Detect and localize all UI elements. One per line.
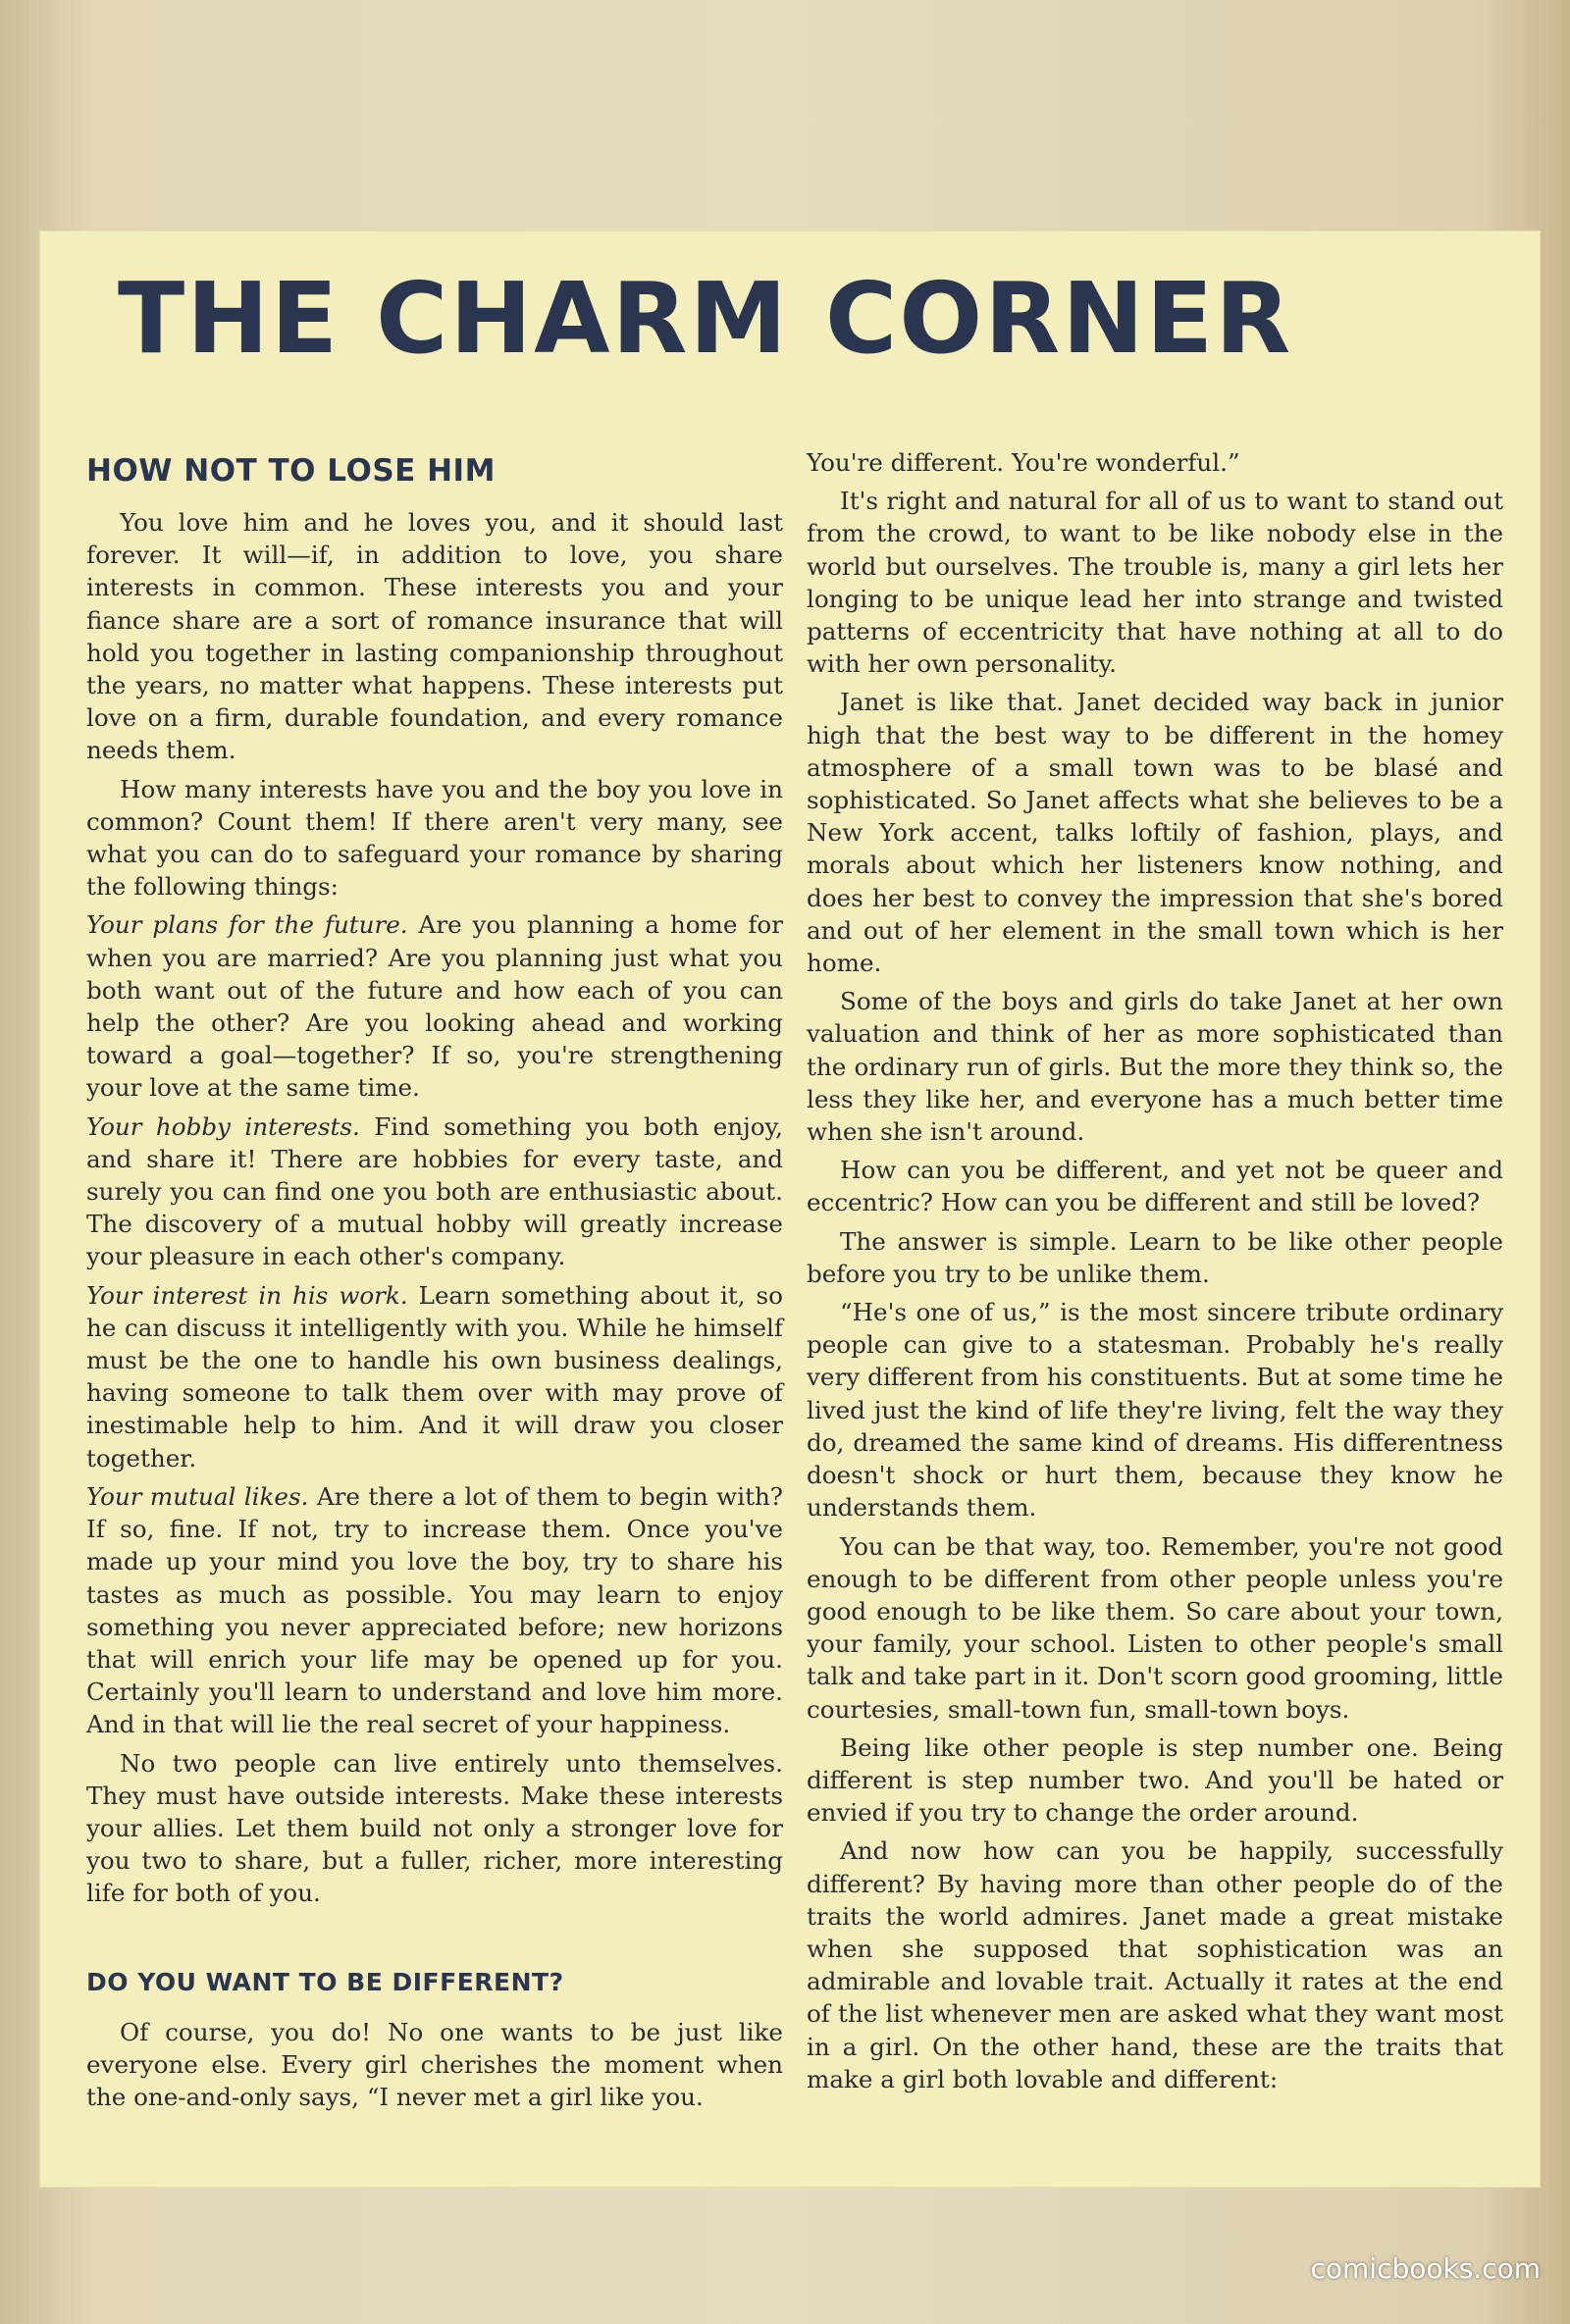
paragraph: Janet is like that. Janet decided way back in junior high that the best way to be different in the homey atmosphere of a small town was to be blasé and sophisticated. So Janet affects what she believes to be a New York accent, talks loftily of fashion, plays, and morals about which her listeners know nothing, and does her best to convey the impression that she's bored and out of her element in the small town which is her home. [807, 688, 1503, 978]
paragraph: How many interests have you and the boy you love in common? Count them! If there aren't very many, see what you can do to safeguard your romance by sharing the following things: [86, 774, 783, 902]
section-heading-do-you-want-to-be-different: DO YOU WANT TO BE DIFFERENT? [86, 1967, 564, 1996]
paragraph: “He's one of us,” is the most sincere tribute ordinary people can give to a statesman. Probably he's really very different from his constituents. But at some time he lived just the kind of life they're living, felt the way they do, dreamed the same kind of dreams. His differentness doesn't shock or hurt them, because they know he understands them. [807, 1298, 1503, 1523]
paragraph [86, 1279, 783, 1474]
paragraph-body: Learn something about it, so he can discuss it intelligently with you. While he himself must be the one to handle his own business dealings, having someone to talk them over with may prove of inestimable help to him. And it will draw you closer together. [86, 1280, 783, 1472]
paragraph-lead: Your hobby interests. [86, 1111, 360, 1141]
paragraph: You love him and he loves you, and it should last forever. It will—if, in addition to love, you share interests in common. These interests you and your fiance share are a sort of romance insurance that will hold you together in lasting companionship throughout the years, no matter what happens. These interests put love on a firm, durable foundation, and every romance needs them. [86, 508, 783, 765]
paragraph-body: Are there a lot of them to begin with? If so, fine. If not, try to increase them. Once you've made up your mind you love the boy, try to share his tastes as much as possible. You may learn to enjoy something you never appreciated before; new horizons that will enrich your life may be opened up for you. Certainly you'll learn to understand and love him more. And in that will lie the real secret of your happiness. [86, 1481, 783, 1739]
paragraph: Of course, you do! No one wants to be just like everyone else. Every girl cherishes the moment when the one-and-only says, “I never met a girl like you. [86, 2017, 783, 2111]
paragraph: No two people can live entirely unto themselves. They must have outside interests. Make these interests your allies. Let them build not only a stronger love for you two to share, but a fuller, richer, more interesting life for both of you. [86, 1748, 783, 1908]
paragraph: You can be that way, too. Remember, you're not good enough to be different from other people unless you're good enough to be like them. So care about your town, your family, your school. Listen to other people's small talk and take part in it. Don't scorn good grooming, little courtesies, small-town fun, small-town boys. [807, 1531, 1503, 1724]
left-column [86, 451, 783, 2119]
paragraph-body: Are you planning a home for when you are married? Are you planning just what you both want out of the future and how each of you can help the other? Are you looking ahead and working toward a goal—together? If so, you're strengthening your love at the same time. [86, 910, 783, 1103]
paragraph: You're different. You're wonderful.” [807, 448, 1240, 477]
paragraph: It's right and natural for all of us to want to stand out from the crowd, to want to be like nobody else in the world but ourselves. The trouble is, many a girl lets her longing to be unique lead her into strange and twisted patterns of eccentricity that have nothing at all to do with her own personality. [807, 487, 1503, 679]
paragraph-lead: Your interest in his work. [86, 1280, 408, 1310]
paragraph: The answer is simple. Learn to be like other people before you try to be unlike them. [807, 1226, 1503, 1288]
right-column [807, 446, 1503, 2101]
paragraph [86, 1110, 783, 1273]
paragraph: Being like other people is step number one. Being different is step number two. And you'll be hated or envied if you try to change the order around. [807, 1732, 1503, 1828]
paragraph: Some of the boys and girls do take Janet at her own valuation and think of her as more sophisticated than the ordinary run of girls. But the more they think so, the less they like her, and everyone has a much better time when she isn't around. [807, 987, 1503, 1147]
paragraph: How can you be different, and yet not be queer and eccentric? How can you be different and still be loved? [807, 1156, 1503, 1217]
paragraph-body: Find something you both enjoy, and share it! There are hobbies for every taste, and surely you can find one you both are enthusiastic about. The discovery of a mutual hobby will greatly increase your pleasure in each other's company. [86, 1111, 783, 1271]
paragraph [86, 908, 783, 1104]
page-title: THE CHARM CORNER [118, 261, 1293, 376]
section-heading-how-not-to-lose-him: HOW NOT TO LOSE HIM [86, 453, 496, 489]
watermark-credit: comicbooks.com [1310, 2252, 1541, 2285]
paragraph: And now how can you be happily, successfully different? By having more than other people do of the traits the world admires. Janet made a great mistake when she supposed that sophistication was an admirable and lovable trait. Actually it rates at the end of the list whenever men are asked what they want most in a girl. On the other hand, these are the traits that make a girl both lovable and different: [807, 1836, 1503, 2093]
paragraph [86, 1480, 783, 1741]
paragraph-lead: Your mutual likes. [86, 1481, 309, 1511]
paragraph-lead: Your plans for the future. [86, 910, 408, 940]
